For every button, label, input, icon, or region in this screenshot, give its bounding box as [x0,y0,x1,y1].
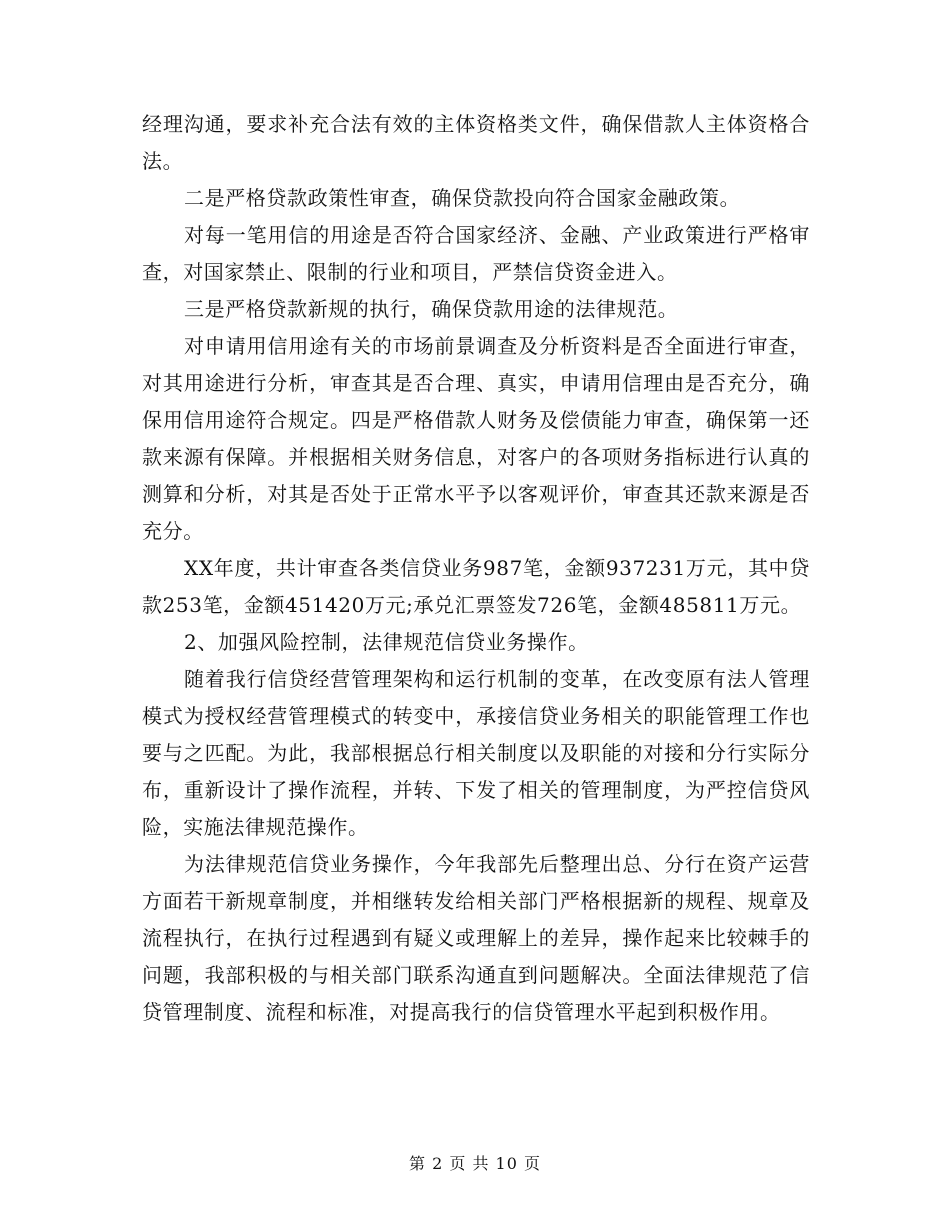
paragraph-continuation: 经理沟通，要求补充合法有效的主体资格类文件，确保借款人主体资格合法。 [142,112,810,173]
paragraph-regulation-compliance: 为法律规范信贷业务操作，今年我部先后整理出总、分行在资产运营方面若干新规章制度，并相继转发给相关部门严格根据新的规程、规章及流程执行，在执行过程遇到有疑义或理解上的差异，操作起来比较棘手的问题，我部积极的与相关部门联系沟通直到问题解决。全面法律规范了信贷管理制度、流程和标准，对提高我行的信贷管理水平起到积极作用。 [142,852,810,1024]
paragraph-management-reform: 随着我行信贷经营管理架构和运行机制的变革，在改变原有法人管理模式为授权经营管理模式的转变中，承接信贷业务相关的职能管理工作也要与之匹配。为此，我部根据总行相关制度以及职能的对接和分行实际分布，重新设计了操作流程，并转、下发了相关的管理制度，为严控信贷风险，实施法律规范操作。 [142,667,810,839]
paragraph-annual-statistics: XX年度，共计审查各类信贷业务987笔，金额937231万元，其中贷款253笔，金额451420万元;承兑汇票签发726笔，金额485811万元。 [142,556,810,617]
paragraph-point-two-heading: 二是严格贷款政策性审查，确保贷款投向符合国家金融政策。 [184,186,741,210]
paragraph-section-two-heading: 2、加强风险控制，法律规范信贷业务操作。 [184,630,589,654]
page-number-footer: 第 2 页 共 10 页 [409,1154,541,1173]
document-body [142,106,810,1031]
paragraph-policy-review: 对每一笔用信的用途是否符合国家经济、金融、产业政策进行严格审查，对国家禁止、限制的行业和项目，严禁信贷资金进入。 [142,223,810,284]
paragraph-purpose-review: 对申请用信用途有关的市场前景调查及分析资料是否全面进行审查，对其用途进行分析，审查其是否合理、真实，申请用信理由是否充分，确保用信用途符合规定。四是严格借款人财务及偿债能力审查，确保第一还款来源有保障。并根据相关财务信息，对客户的各项财务指标进行认真的测算和分析，对其是否处于正常水平予以客观评价，审查其还款来源是否充分。 [142,334,810,543]
paragraph-point-three-heading: 三是严格贷款新规的执行，确保贷款用途的法律规范。 [184,297,679,321]
